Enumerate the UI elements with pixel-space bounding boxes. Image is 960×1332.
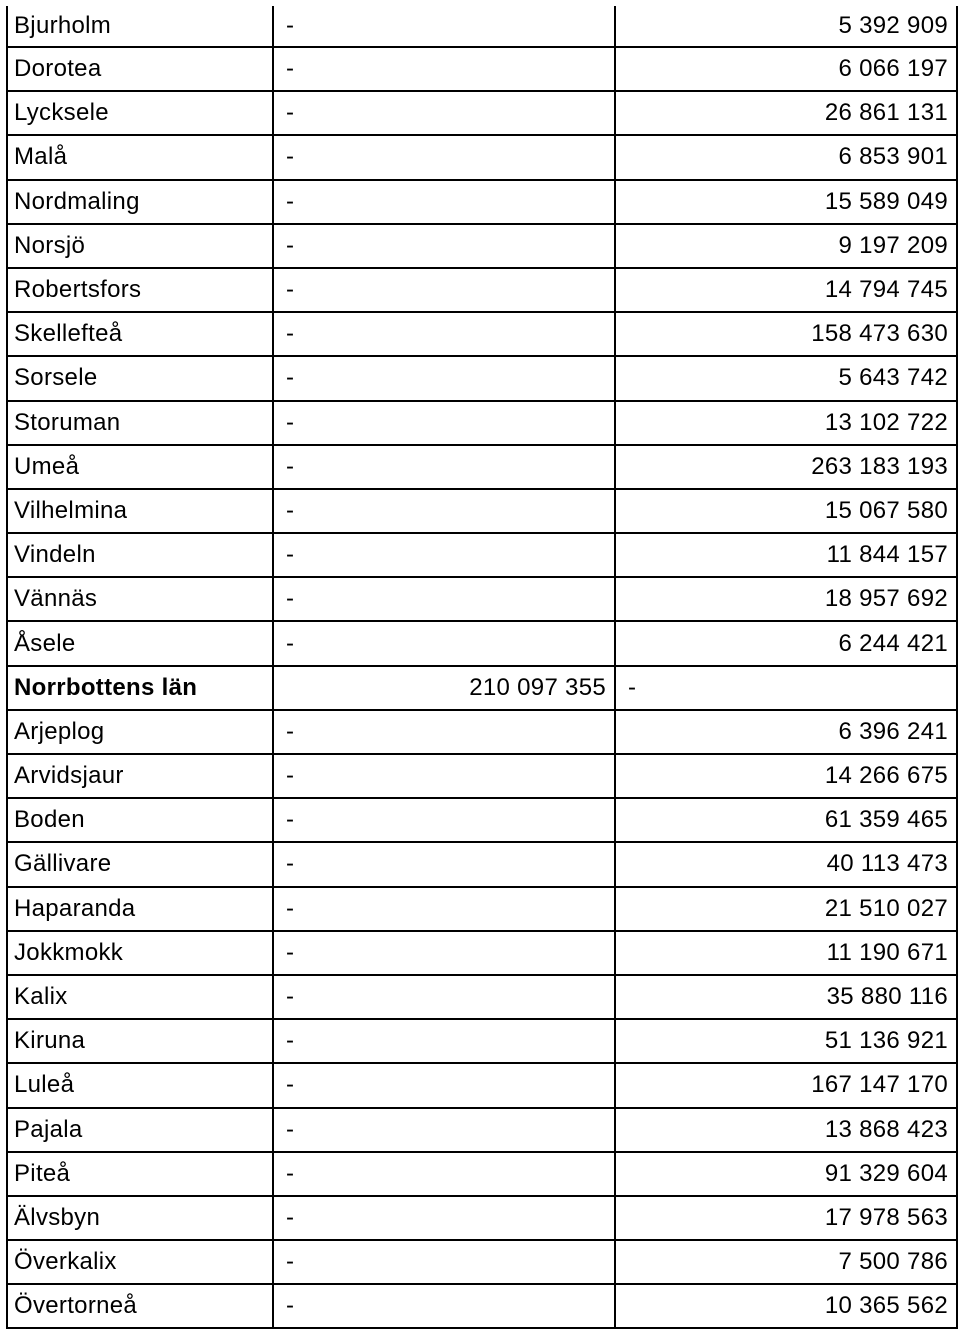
value-cell-b: 158 473 630 [811,320,948,348]
value-cell-b: 40 113 473 [826,850,948,878]
municipality-name-cell: Vännäs [8,578,274,620]
municipality-name-cell: Gällivare [8,843,274,885]
value-cell-a: - [274,799,616,841]
table-row [8,755,956,799]
table-row [8,534,956,578]
value-cell-a: - [274,622,616,664]
value-cell-a: - [274,755,616,797]
table-row [8,92,956,136]
value-cell-b: 167 147 170 [811,1071,948,1099]
table-row [8,1064,956,1108]
municipality-name-cell: Boden [8,799,274,841]
value-cell-b: 51 136 921 [824,1027,948,1055]
table-row [8,622,956,666]
table-row [8,181,956,225]
municipality-name-cell: Arvidsjaur [8,755,274,797]
table-row [8,6,956,48]
value-cell-a: - [274,92,616,134]
value-cell-a: - [274,490,616,532]
municipality-name-cell: Skellefteå [8,313,274,355]
table-row [8,269,956,313]
value-cell-b: - [628,673,637,701]
value-cell-a: - [274,6,616,46]
value-cell-a: - [274,534,616,576]
value-cell-a: - [274,578,616,620]
table-row [8,490,956,534]
municipality-name-cell: Vindeln [8,534,274,576]
table-row [8,1020,956,1064]
value-cell-b: 15 589 049 [824,187,948,215]
value-cell-b: 61 359 465 [824,806,948,834]
municipality-name-cell: Älvsbyn [8,1197,274,1239]
municipality-name-cell: Umeå [8,446,274,488]
value-cell-b: 21 510 027 [824,894,948,922]
value-cell-b: 5 392 909 [838,12,948,39]
table-row [8,313,956,357]
value-cell-b: 13 868 423 [824,1115,948,1143]
value-cell-a: - [274,1020,616,1062]
value-cell-a: - [274,932,616,974]
value-cell-b: 9 197 209 [838,231,948,259]
value-cell-a: - [274,446,616,488]
municipality-name-cell: Kalix [8,976,274,1018]
table-row [8,357,956,401]
municipality-name-cell: Storuman [8,402,274,444]
table-row [8,402,956,446]
value-cell-b: 6 853 901 [838,143,948,171]
municipality-name-cell: Robertsfors [8,269,274,311]
value-cell-a: - [274,976,616,1018]
value-cell-b: 13 102 722 [824,408,948,436]
municipality-table [6,6,958,1329]
value-cell-b: 17 978 563 [824,1203,948,1231]
table-row [8,888,956,932]
table-row [8,711,956,755]
table-row [8,48,956,92]
municipality-name-cell: Jokkmokk [8,932,274,974]
value-cell-a: - [274,269,616,311]
value-cell-b: 6 066 197 [838,55,948,83]
value-cell-a: - [274,1064,616,1106]
county-name-cell: Norrbottens län [8,667,274,709]
value-cell-a: - [274,48,616,90]
value-cell-a: - [274,1241,616,1283]
table-row [8,1197,956,1241]
table-row [8,932,956,976]
municipality-name-cell: Lycksele [8,92,274,134]
table-row [8,136,956,180]
county-row [8,667,956,711]
value-cell-a: - [274,1285,616,1327]
value-cell-b: 11 190 671 [826,938,948,966]
value-cell-b: 11 844 157 [826,541,948,569]
value-cell-a: - [274,843,616,885]
value-cell-b: 10 365 562 [824,1292,948,1320]
value-cell-b: 263 183 193 [811,452,948,480]
table-row [8,1109,956,1153]
table-row [8,1285,956,1329]
value-cell-a: - [274,313,616,355]
table-row [8,1241,956,1285]
table-row [8,976,956,1020]
municipality-name-cell: Vilhelmina [8,490,274,532]
municipality-name-cell: Piteå [8,1153,274,1195]
value-cell-a: - [274,888,616,930]
table-row [8,578,956,622]
municipality-name-cell: Malå [8,136,274,178]
value-cell-a: - [274,711,616,753]
municipality-name-cell: Nordmaling [8,181,274,223]
municipality-name-cell: Åsele [8,622,274,664]
municipality-name-cell: Haparanda [8,888,274,930]
municipality-name-cell: Bjurholm [8,6,274,46]
value-cell-b: 18 957 692 [824,585,948,613]
municipality-name-cell: Luleå [8,1064,274,1106]
table-row [8,225,956,269]
municipality-name-cell: Övertorneå [8,1285,274,1327]
value-cell-b: 15 067 580 [824,496,948,524]
table-row [8,843,956,887]
value-cell-b: 6 396 241 [838,717,948,745]
value-cell-b: 35 880 116 [826,983,948,1011]
table-row [8,1153,956,1197]
value-cell-a: - [274,402,616,444]
value-cell-a: - [274,136,616,178]
municipality-name-cell: Arjeplog [8,711,274,753]
value-cell-a: - [274,357,616,399]
table-row [8,446,956,490]
value-cell-a: - [274,181,616,223]
table-row [8,799,956,843]
value-cell-b: 5 643 742 [838,364,948,392]
value-cell-b: 14 266 675 [824,762,948,790]
municipality-name-cell: Sorsele [8,357,274,399]
value-cell-b: 6 244 421 [838,629,948,657]
value-cell-b: 26 861 131 [824,99,948,127]
value-cell-a: - [274,225,616,267]
value-cell-b: 14 794 745 [824,276,948,304]
municipality-name-cell: Norsjö [8,225,274,267]
value-cell-a: 210 097 355 [274,667,616,709]
value-cell-a: - [274,1109,616,1151]
municipality-name-cell: Kiruna [8,1020,274,1062]
municipality-name-cell: Pajala [8,1109,274,1151]
value-cell-a: - [274,1153,616,1195]
value-cell-b: 91 329 604 [824,1159,948,1187]
value-cell-b: 7 500 786 [838,1248,948,1276]
municipality-name-cell: Överkalix [8,1241,274,1283]
municipality-name-cell: Dorotea [8,48,274,90]
value-cell-a: - [274,1197,616,1239]
